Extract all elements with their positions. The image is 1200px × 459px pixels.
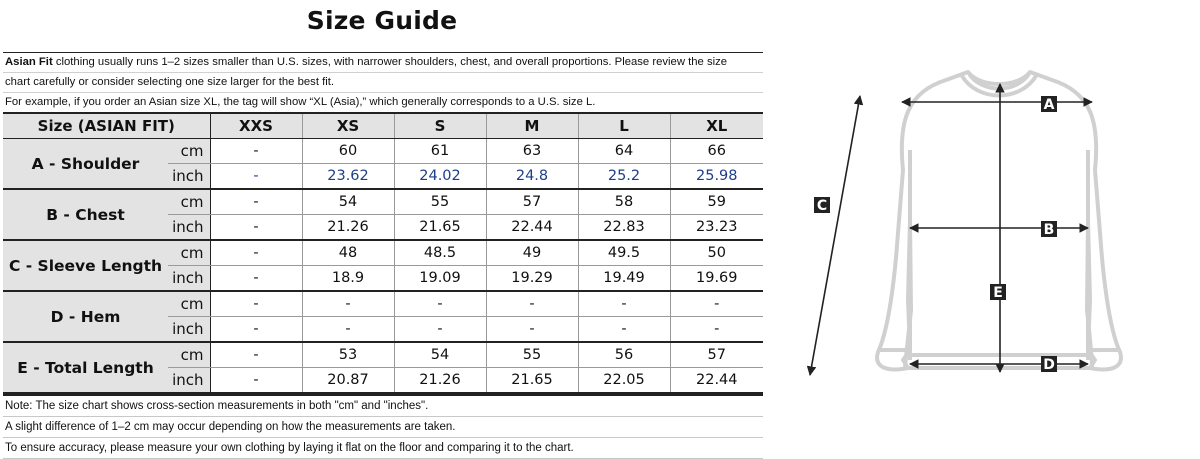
cell-value: - <box>670 317 763 343</box>
label-d: D <box>1043 357 1055 373</box>
cell-value: 59 <box>670 189 763 215</box>
intro-bold: Asian Fit <box>5 56 53 68</box>
unit-label: cm <box>168 189 210 215</box>
size-table <box>3 112 763 394</box>
unit-label: cm <box>168 240 210 266</box>
note-line-2: A slight difference of 1–2 cm may occur depending on how the measurements are taken. <box>3 416 763 437</box>
table-row <box>3 189 763 215</box>
header-size: XXS <box>210 113 302 139</box>
cell-value: 22.44 <box>486 215 578 241</box>
cell-value: - <box>210 342 302 368</box>
cell-value: 61 <box>394 139 486 164</box>
cell-value: - <box>486 317 578 343</box>
cell-value: - <box>210 215 302 241</box>
cell-value: 57 <box>486 189 578 215</box>
cell-value: 58 <box>578 189 670 215</box>
cell-value: - <box>210 189 302 215</box>
cell-value: - <box>486 291 578 317</box>
cell-value: 66 <box>670 139 763 164</box>
measurement-name: D - Hem <box>3 291 168 342</box>
cell-value: 54 <box>302 189 394 215</box>
cell-value: - <box>578 291 670 317</box>
cell-value: 22.44 <box>670 368 763 394</box>
unit-label: cm <box>168 342 210 368</box>
cell-value: 63 <box>486 139 578 164</box>
header-size: L <box>578 113 670 139</box>
cell-value: 19.49 <box>578 266 670 292</box>
table-row <box>3 291 763 317</box>
cell-value: 19.69 <box>670 266 763 292</box>
cell-value: 21.26 <box>302 215 394 241</box>
cell-value: 57 <box>670 342 763 368</box>
header-size: S <box>394 113 486 139</box>
header-size: XS <box>302 113 394 139</box>
label-e: E <box>993 285 1003 301</box>
cell-value: 19.29 <box>486 266 578 292</box>
cell-value: - <box>394 317 486 343</box>
cell-value: 55 <box>486 342 578 368</box>
cell-value: 25.2 <box>578 164 670 190</box>
note-line-3: To ensure accuracy, please measure your own clothing by laying it flat on the floor and comparing it to the chart. <box>3 437 763 459</box>
cell-value: 48 <box>302 240 394 266</box>
cell-value: 55 <box>394 189 486 215</box>
cell-value: - <box>210 240 302 266</box>
cell-value: 56 <box>578 342 670 368</box>
cell-value: 23.62 <box>302 164 394 190</box>
cell-value: 18.9 <box>302 266 394 292</box>
unit-label: inch <box>168 317 210 343</box>
note-line-1: Note: The size chart shows cross-section measurements in both "cm" and "inches". <box>3 394 763 416</box>
cell-value: - <box>210 368 302 394</box>
size-guide-panel <box>3 52 763 459</box>
cell-value: 19.09 <box>394 266 486 292</box>
cell-value: 21.65 <box>486 368 578 394</box>
measurement-name: B - Chest <box>3 189 168 240</box>
cell-value: 25.98 <box>670 164 763 190</box>
sweatshirt-diagram <box>790 50 1190 400</box>
intro-text <box>3 52 763 112</box>
cell-value: 21.26 <box>394 368 486 394</box>
table-header-row <box>3 113 763 139</box>
unit-label: inch <box>168 368 210 394</box>
page-title: Size Guide <box>306 6 458 35</box>
header-size: M <box>486 113 578 139</box>
cell-value: 48.5 <box>394 240 486 266</box>
table-row <box>3 139 763 164</box>
table-row <box>3 240 763 266</box>
cell-value: - <box>210 139 302 164</box>
unit-label: inch <box>168 164 210 190</box>
cell-value: - <box>394 291 486 317</box>
cell-value: 23.23 <box>670 215 763 241</box>
cell-value: - <box>210 164 302 190</box>
cell-value: - <box>578 317 670 343</box>
cell-value: - <box>302 291 394 317</box>
cell-value: 50 <box>670 240 763 266</box>
table-body <box>3 139 763 394</box>
label-a: A <box>1043 97 1055 113</box>
cell-value: - <box>670 291 763 317</box>
cell-value: 24.02 <box>394 164 486 190</box>
unit-label: inch <box>168 215 210 241</box>
measure-labels <box>814 96 1057 373</box>
label-c: C <box>816 198 828 214</box>
measurement-name: A - Shoulder <box>3 139 168 190</box>
measurement-name: E - Total Length <box>3 342 168 393</box>
header-size-label: Size (ASIAN FIT) <box>3 113 210 139</box>
cell-value: 60 <box>302 139 394 164</box>
cell-value: 49.5 <box>578 240 670 266</box>
unit-label: cm <box>168 291 210 317</box>
label-b: B <box>1043 222 1055 238</box>
unit-label: cm <box>168 139 210 164</box>
cell-value: 20.87 <box>302 368 394 394</box>
intro-line-1-text: clothing usually runs 1–2 sizes smaller than U.S. sizes, with narrower shoulders, chest, and overall proportions. Please review the size <box>52 56 728 68</box>
cell-value: 22.83 <box>578 215 670 241</box>
cell-value: 22.05 <box>578 368 670 394</box>
arrow-c <box>810 96 860 375</box>
unit-label: inch <box>168 266 210 292</box>
cell-value: 49 <box>486 240 578 266</box>
table-row <box>3 342 763 368</box>
cell-value: - <box>210 266 302 292</box>
header-size: XL <box>670 113 763 139</box>
cell-value: 53 <box>302 342 394 368</box>
cell-value: 64 <box>578 139 670 164</box>
cell-value: - <box>302 317 394 343</box>
measurement-name: C - Sleeve Length <box>3 240 168 291</box>
cell-value: 21.65 <box>394 215 486 241</box>
garment-outline <box>877 72 1121 369</box>
cell-value: 54 <box>394 342 486 368</box>
cell-value: - <box>210 317 302 343</box>
intro-line-2: chart carefully or consider selecting one size larger for the best fit. <box>3 72 763 92</box>
intro-line-3: For example, if you order an Asian size XL, the tag will show “XL (Asia),” which generally corresponds to a U.S. size L. <box>3 92 763 112</box>
intro-line-1 <box>3 53 763 72</box>
cell-value: - <box>210 291 302 317</box>
cell-value: 24.8 <box>486 164 578 190</box>
